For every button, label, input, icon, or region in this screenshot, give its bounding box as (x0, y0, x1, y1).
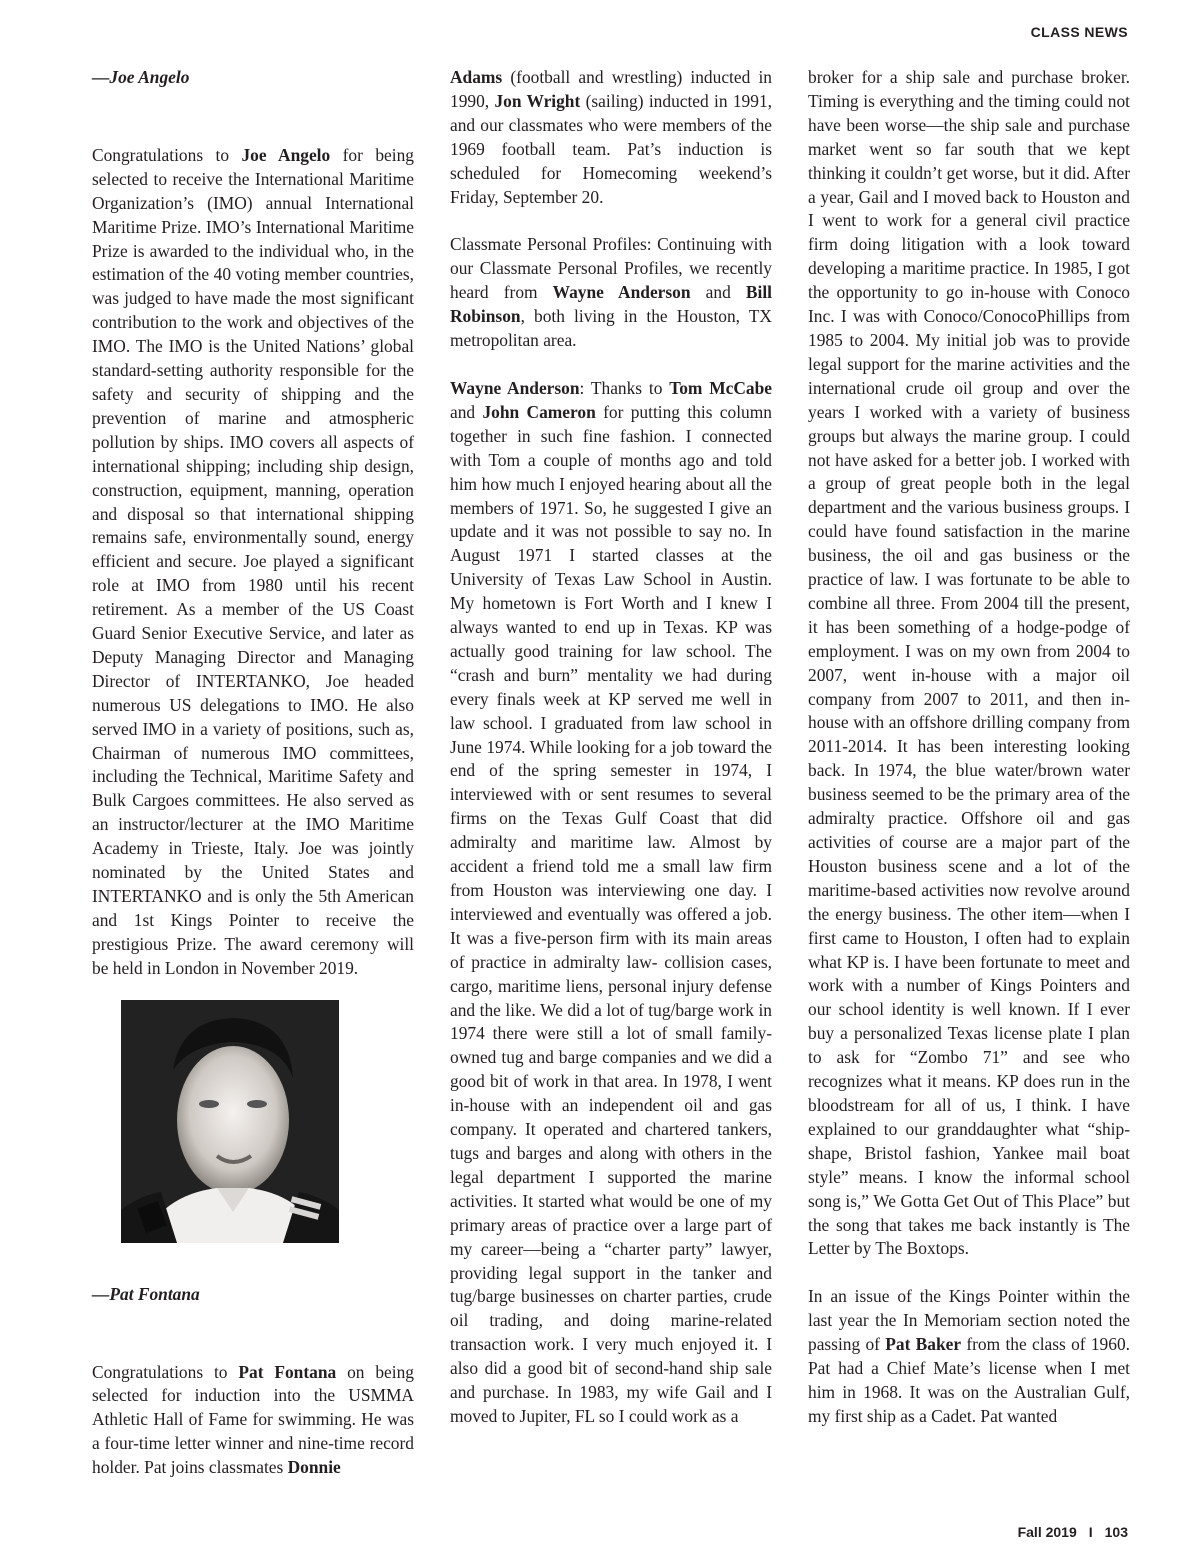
column-1 (92, 66, 414, 1480)
portrait-illustration (121, 1000, 339, 1243)
issue-label: Fall 2019 (1017, 1524, 1077, 1540)
name-pat-baker: Pat Baker (885, 1334, 962, 1355)
text-span: Classmate Personal Profiles: Continuing with our Classmate Personal Profiles, we recently heard from (450, 234, 772, 303)
article-pat-fontana (92, 1361, 414, 1481)
text-span: (football and wrestling) inducted in 1990, (450, 67, 772, 111)
name-bill-robinson: Bill Robinson (450, 282, 772, 327)
footer-separator: I (1088, 1524, 1093, 1540)
portrait-photo (121, 1000, 339, 1243)
text-span: on being selected for induction into the USMMA Athletic Hall of Fame for swimming. He was a four-time letter winner and nine-time record holder. Pat joins classmates (92, 1361, 414, 1478)
text-span: for being selected to receive the International Maritime Organization’s (IMO) annual International Maritime Prize. IMO’s International Maritime Prize is awarded to the individual who, in the estimation of the 40 voting member countries, was judged to have made the most significant contribution to the work and objectives of the IMO. The IMO is the United Nations’ global standard-setting authority responsible for the safety and security of shipping and the prevention of marine and atmospheric pollution by ships. IMO covers all aspects of international shipping; including ship design, construction, equipment, manning, operation and disposal so that international shipping remains safe, environmentally sound, energy efficient and secure. Joe played a significant role at IMO from 1980 until his recent retirement. As a member of the US Coast Guard Senior Executive Service, and later as Deputy Managing Director and Managing Director of INTERTANKO, Joe headed numerous US delegations to IMO. He also served IMO in a variety of positions, such as, Chairman of numerous IMO committees, including the Technical, Maritime Safety and Bulk Cargoes committees. He also served as an instructor/lecturer at the IMO Maritime Academy in Trieste, Italy. Joe was jointly nominated by the United States and INTERTANKO and is only the 5th American and 1st Kings Pointer to receive the prestigious Prize. The award ceremony will be held in London in November 2019. (92, 144, 414, 978)
name-john-cameron: John Cameron (482, 401, 596, 422)
name-jon-wright: Jon Wright (494, 90, 581, 111)
name-tom-mccabe: Tom McCabe (669, 377, 772, 398)
article-personal-profiles-intro (450, 233, 772, 353)
article-wayne-anderson-continued: broker for a ship sale and purchase broker. Timing is everything and the timing could not have been worse—the ship sale and purchase market went so far south that we kept thinking it couldn’t get worse, but it did. After a year, Gail and I moved back to Houston and I went to work for a general civil practice firm doing litigation with a look toward developing a maritime practice. In 1985, I got the opportunity to go in-house with Conoco Inc. I was with Conoco/ConocoPhillips from 1985 to 2004. My initial job was to provide legal support for the marine activities and the international crude oil group and over the years I worked with a variety of business groups but always the marine group. I could not have asked for a better job. I worked with a group of great people both in the legal department and the various business groups. I could have found satisfaction in the marine business, the oil and gas business or the practice of law. I was fortunate to be able to combine all three. From 2004 till the present, it has been something of a hodge-podge of employment. I was on my own from 2004 to 2007, went in-house with a major oil company from 2007 to 2011, and then in-house with an offshore drilling company from 2011-2014. It has been interesting looking back. In 1974, the blue water/brown water business seemed to be the primary area of the admiralty practice. Offshore oil and gas activities of course are a major part of the Houston business scene and a lot of the maritime-based activities now revolve around the energy business. The other item—when I first came to Houston, I often had to explain what KP is. I have been fortunate to meet and work with a number of Kings Pointers and our school identity is well known. If I ever buy a personalized Texas license plate I plan to ask for “Zombo 71” and see who recognizes what it means. KP does run in the bloodstream for all of us, I think. I have explained to our granddaughter what “ship-shape, Bristol fashion, Yankee mail boat style” means. I know the informal school song is,” We Gotta Get Out of This Place” but the song that takes me back instantly is The Letter by The Boxtops. (808, 67, 1130, 1259)
page-footer (1018, 1524, 1128, 1540)
name-donnie: Donnie (287, 1457, 341, 1478)
text-span: Congratulations to (92, 1361, 239, 1382)
article-joe-angelo (92, 144, 414, 981)
article-fontana-continued (450, 66, 772, 209)
column-2 (450, 66, 772, 1429)
name-wayne-anderson: Wayne Anderson (450, 377, 580, 398)
name-adams: Adams (450, 67, 503, 87)
page-number: 103 (1104, 1524, 1128, 1540)
caption-pat-fontana: —Pat Fontana (92, 1283, 200, 1304)
text-span: from the class of 1960. Pat had a Chief Mate’s license when I met him in 1968. It was on the Australian Gulf, my first ship as a Cadet. Pat wanted (808, 1334, 1130, 1426)
name-wayne-anderson: Wayne Anderson (552, 282, 691, 303)
name-pat-fontana: Pat Fontana (238, 1361, 337, 1382)
text-span: and (450, 401, 483, 422)
caption-joe-angelo: —Joe Angelo (92, 67, 190, 87)
text-span: , both living in the Houston, TX metropolitan area. (450, 306, 772, 351)
section-header: CLASS NEWS (1030, 24, 1128, 40)
column-3 (808, 66, 1130, 1429)
text-span: and (690, 282, 746, 303)
article-pat-baker (808, 1285, 1130, 1428)
text-span: : Thanks to (579, 377, 670, 398)
text-span: In an issue of the Kings Pointer within the last year the In Memoriam section noted the passing of (808, 1286, 1130, 1355)
article-wayne-anderson (450, 377, 772, 1429)
name-joe-angelo: Joe Angelo (241, 144, 331, 165)
text-span: for putting this column together in such fine fashion. I connected with Tom a couple of months ago and told him how much I enjoyed hearing about all the members of 1971. So, he suggested I give an update and it was not possible to say no. In August 1971 I started classes at the University of Texas Law School in Austin. My hometown is Fort Worth and I knew I always wanted to end up in Texas. KP was actually good training for law school. The “crash and burn” mentality we had during every finals week at KP served me well in law school. I graduated from law school in June 1974. While looking for a job toward the end of the spring semester in 1974, I interviewed with or sent resumes to several firms on the Texas Gulf Coast that did admiralty and maritime law. Almost by accident a friend told me a small law firm from Houston was interviewing one day. I interviewed and eventually was offered a job. It was a five-person firm with its main areas of practice in admiralty law- collision cases, cargo, maritime liens, personal injury defense and the like. We did a lot of tug/barge work in 1974 there were still a lot of small family-owned tug and barge companies and we did a good bit of work in that area. In 1978, I went in-house with an independent oil and gas company. It operated and chartered tankers, tugs and barges and along with others in the legal department I supported the marine activities. It started what would be one of my primary areas of practice over a large part of my career—being a “charter party” lawyer, providing legal support in the tanker and tug/barge businesses on charter parties, crude oil trading, and doing marine-related transaction work. I very much enjoyed it. I also did a good bit of second-hand ship sale and purchase. In 1983, my wife Gail and I moved to Jupiter, FL so I could work as a (450, 401, 772, 1426)
text-span: (sailing) inducted in 1991, and our classmates who were members of the 1969 football team. Pat’s induction is scheduled for Homecoming weekend’s Friday, September 20. (450, 90, 772, 207)
text-span: Congratulations to (92, 144, 242, 165)
